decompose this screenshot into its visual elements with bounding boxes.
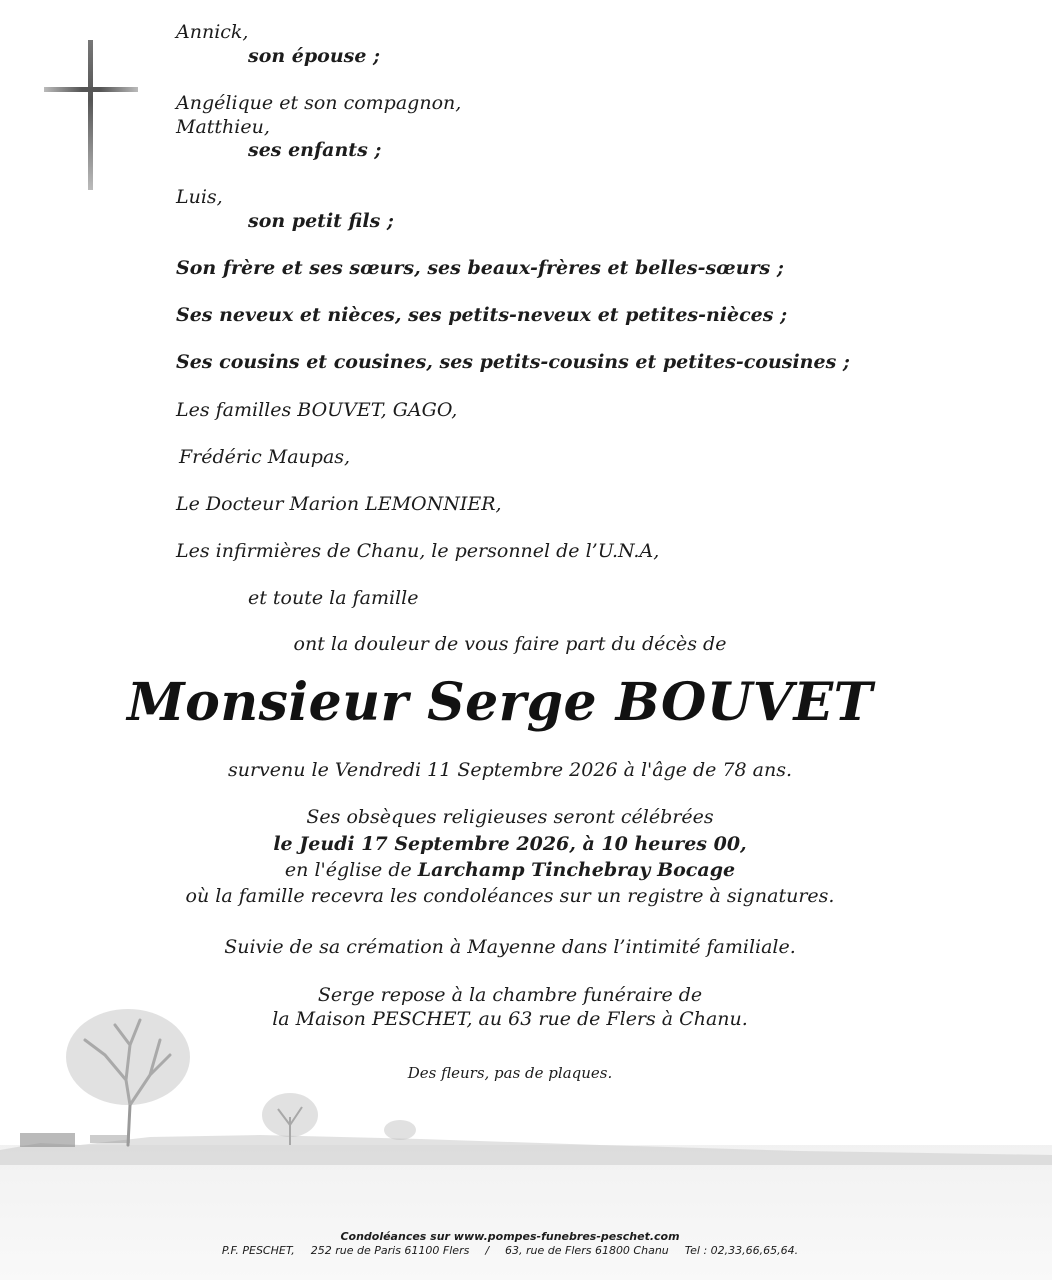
children-line2: Matthieu, bbox=[176, 116, 270, 138]
spouse-role: son épouse ; bbox=[248, 45, 381, 67]
spouse-name: Annick, bbox=[176, 21, 249, 43]
families-line: Les familles BOUVET, GAGO, bbox=[176, 399, 458, 421]
cross-icon-bar bbox=[44, 87, 138, 92]
footer-address2: 63, rue de Flers 61800 Chanu bbox=[505, 1244, 669, 1257]
cremation-line: Suivie de sa crémation à Mayenne dans l’intimité familiale. bbox=[224, 936, 796, 958]
funeral-date: le Jeudi 17 Septembre 2026, à 10 heures 00, bbox=[273, 833, 747, 855]
children-line1: Angélique et son compagnon, bbox=[176, 92, 462, 114]
all-family-line: et toute la famille bbox=[248, 587, 419, 609]
condolences-line: où la famille recevra les condoléances sur un registre à signatures. bbox=[185, 885, 835, 907]
footer-separator: / bbox=[485, 1244, 490, 1257]
doctor-line: Le Docteur Marion LEMONNIER, bbox=[176, 493, 502, 515]
footer-company: P.F. PESCHET, bbox=[221, 1244, 295, 1257]
church-line bbox=[0, 858, 1020, 882]
siblings-line: Son frère et ses sœurs, ses beaux-frères et belles-sœurs ; bbox=[176, 257, 784, 279]
cross-icon bbox=[88, 40, 93, 190]
flowers-line: Des fleurs, pas de plaques. bbox=[407, 1064, 613, 1082]
cousins-line: Ses cousins et cousines, ses petits-cousins et petites-cousines ; bbox=[176, 351, 850, 373]
footer-contact bbox=[0, 1244, 1020, 1257]
rest-line1: Serge repose à la chambre funéraire de bbox=[317, 984, 703, 1006]
frederic-line: Frédéric Maupas, bbox=[179, 446, 351, 468]
grandson-role: son petit fils ; bbox=[248, 210, 394, 232]
children-role: ses enfants ; bbox=[248, 139, 382, 161]
death-line: survenu le Vendredi 11 Septembre 2026 à l'âge de 78 ans. bbox=[227, 759, 793, 781]
footer-phone: Tel : 02,33,66,65,64. bbox=[684, 1244, 799, 1257]
deceased-name: Monsieur Serge BOUVET bbox=[127, 672, 873, 733]
nephews-line: Ses neveux et nièces, ses petits-neveux et petites-nièces ; bbox=[176, 304, 788, 326]
nurses-line: Les infirmières de Chanu, le personnel de l’U.N.A, bbox=[176, 540, 660, 562]
church-name: Larchamp Tinchebray Bocage bbox=[417, 859, 736, 881]
funeral-line1: Ses obsèques religieuses seront célébrées bbox=[306, 806, 714, 828]
announcement-intro: ont la douleur de vous faire part du décès de bbox=[293, 633, 727, 655]
footer-address1: 252 rue de Paris 61100 Flers bbox=[310, 1244, 470, 1257]
grandson-name: Luis, bbox=[176, 186, 223, 208]
church-prefix: en l'église de bbox=[284, 859, 418, 881]
footer-website: Condoléances sur www.pompes-funebres-peschet.com bbox=[340, 1230, 680, 1243]
rest-line2: la Maison PESCHET, au 63 rue de Flers à Chanu. bbox=[272, 1008, 748, 1030]
